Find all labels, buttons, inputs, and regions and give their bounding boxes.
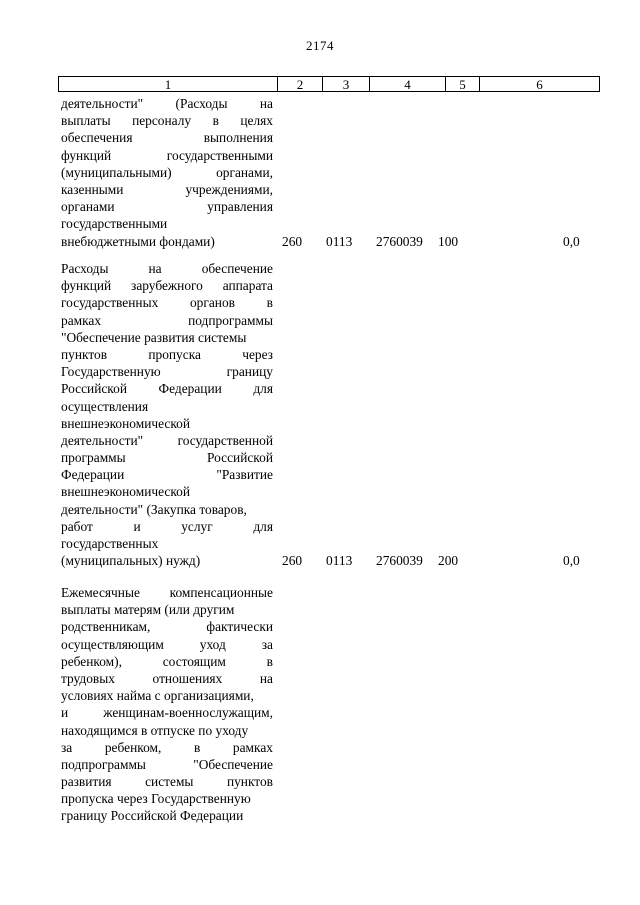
description-word: находящимся в отпуске по уходу — [61, 722, 249, 738]
description-word: учреждениями, — [185, 181, 273, 197]
description-line — [61, 233, 273, 250]
description-word: на — [259, 670, 273, 686]
description-word: компенсационные — [169, 585, 273, 600]
header-col-6: 6 — [479, 77, 599, 91]
description-word: (муниципальными) — [61, 164, 172, 180]
description-word: подпрограммы — [188, 312, 273, 328]
description-line — [61, 466, 273, 483]
description-word: персоналу — [132, 113, 192, 129]
description-word: осуществляющим — [61, 636, 164, 652]
description-word: в — [212, 113, 219, 129]
description-word: системы — [145, 774, 194, 790]
description-word: Федерации — [158, 381, 222, 397]
description-word: функций — [61, 147, 112, 163]
description-line — [61, 346, 273, 363]
description-word: границу Российской Федерации — [61, 808, 244, 824]
description-word: услуг — [181, 518, 213, 534]
description-word: в — [193, 739, 201, 755]
description-line — [61, 756, 273, 773]
row-description — [61, 95, 273, 250]
description-word: пропуска через Государственную — [61, 791, 251, 807]
description-word: деятельности" — [61, 96, 144, 111]
description-word: пунктов — [61, 346, 108, 362]
description-word: Ежемесячные — [61, 585, 140, 600]
table-header-row — [58, 76, 600, 92]
description-word: подпрограммы — [61, 756, 146, 772]
description-word: рамках — [61, 312, 102, 328]
description-line — [61, 653, 273, 670]
description-line — [61, 129, 273, 146]
description-word: за — [61, 739, 73, 755]
description-line — [61, 518, 273, 535]
header-col-4: 4 — [369, 77, 445, 91]
description-word: Государственную — [61, 364, 161, 380]
description-word: органов — [189, 295, 235, 311]
description-line — [61, 618, 273, 635]
description-word: функций — [61, 278, 112, 294]
cell-col2: 260 — [282, 553, 303, 569]
table-row — [61, 584, 273, 825]
description-word: "Обеспечение развития системы — [61, 329, 247, 345]
description-line — [61, 601, 273, 618]
description-word: государственных — [61, 295, 159, 311]
cell-col2: 260 — [282, 233, 303, 249]
description-line — [61, 535, 273, 552]
description-line — [61, 112, 273, 129]
description-line — [61, 432, 273, 449]
header-col-2: 2 — [277, 77, 322, 91]
description-line — [61, 773, 273, 790]
description-line — [61, 501, 273, 518]
description-word: (муниципальных) нужд) — [61, 553, 201, 569]
description-word: зарубежного — [131, 278, 203, 294]
cell-col4: 2760039 — [376, 553, 423, 569]
header-col-1: 1 — [164, 77, 172, 92]
description-word: ребенком), — [61, 653, 122, 669]
description-word: на — [259, 96, 273, 111]
description-line — [61, 215, 273, 232]
description-line — [61, 670, 273, 687]
description-word: аппарата — [222, 278, 273, 294]
description-line — [61, 198, 273, 215]
description-word: ребенком, — [104, 739, 162, 755]
description-line — [61, 181, 273, 198]
description-word: пропуска — [148, 346, 201, 362]
description-line — [61, 312, 273, 329]
description-word: пунктов — [226, 774, 273, 790]
description-word: государственной — [177, 432, 273, 448]
description-word: отношениях — [152, 670, 223, 686]
cell-col5: 200 — [438, 553, 459, 569]
description-word: на — [148, 261, 162, 276]
description-line — [61, 636, 273, 653]
description-line — [61, 722, 273, 739]
description-word: и — [61, 705, 69, 721]
row-description — [61, 584, 273, 825]
table-row — [61, 260, 580, 569]
description-word: внешнеэкономической — [61, 484, 191, 500]
description-word: через — [242, 346, 273, 362]
description-line — [61, 95, 273, 112]
description-word: и — [133, 518, 141, 534]
description-line — [61, 277, 273, 294]
description-line — [61, 687, 273, 704]
description-line — [61, 415, 273, 432]
description-word: управления — [207, 199, 273, 215]
description-word: фактически — [206, 619, 273, 635]
description-line — [61, 398, 273, 415]
description-word: государственных — [61, 536, 159, 551]
description-word: Российской — [61, 381, 127, 397]
description-word: уход — [199, 636, 226, 652]
description-word: трудовых — [61, 670, 115, 686]
description-word: органами, — [216, 164, 273, 180]
description-word: государственными — [61, 216, 168, 232]
page-number: 2174 — [306, 38, 334, 53]
description-line — [61, 483, 273, 500]
description-word: за — [261, 636, 273, 652]
cell-col4: 2760039 — [376, 233, 423, 249]
description-line — [61, 294, 273, 311]
description-word: для — [253, 518, 273, 534]
description-line — [61, 380, 273, 397]
description-word: в — [266, 653, 273, 669]
description-word: состоящим — [162, 653, 226, 669]
description-word: казенными — [61, 181, 124, 197]
description-word: границу — [226, 364, 273, 380]
description-word: целях — [240, 113, 273, 129]
description-word: рамках — [232, 739, 273, 755]
description-word: выполнения — [203, 130, 273, 146]
description-line — [61, 147, 273, 164]
table-row — [61, 95, 580, 250]
description-word: обеспечение — [201, 261, 273, 276]
description-word: женщинам-военнослужащим, — [103, 705, 273, 721]
description-word: выплаты — [61, 113, 111, 129]
description-word: Федерации — [61, 467, 125, 483]
description-word: (Расходы — [175, 96, 228, 111]
row-description — [61, 260, 273, 569]
description-word: внебюджетными фондами) — [61, 233, 215, 249]
description-word: развития — [61, 774, 112, 790]
header-col-5: 5 — [445, 77, 479, 91]
cell-col6: 0,0 — [563, 233, 580, 249]
description-word: "Развитие — [216, 467, 273, 483]
description-word: Российской — [207, 450, 273, 466]
description-line — [61, 164, 273, 181]
description-word: выплаты матерям (или другим — [61, 602, 235, 618]
description-word: деятельности" (Закупка товаров, — [61, 501, 247, 517]
description-word: работ — [61, 518, 93, 534]
description-word: в — [266, 295, 273, 311]
description-line — [61, 552, 273, 569]
description-line — [61, 739, 273, 756]
cell-col6: 0,0 — [563, 553, 580, 569]
description-line — [61, 584, 273, 601]
cell-col3: 0113 — [326, 553, 353, 569]
description-line — [61, 807, 273, 824]
description-word: органами — [61, 199, 115, 215]
description-word: обеспечения — [61, 130, 133, 146]
description-word: внешнеэкономической — [61, 415, 191, 431]
cell-col5: 100 — [438, 233, 459, 249]
description-line — [61, 704, 273, 721]
description-line — [61, 363, 273, 380]
description-word: "Обеспечение — [193, 756, 273, 772]
description-line — [61, 790, 273, 807]
description-line — [61, 329, 273, 346]
description-word: родственникам, — [61, 619, 151, 635]
description-word: государственными — [166, 147, 273, 163]
header-col-3: 3 — [322, 77, 369, 91]
description-word: условиях найма с организациями, — [61, 688, 254, 704]
description-word: Расходы — [61, 261, 109, 276]
description-word: деятельности" — [61, 432, 144, 448]
description-line — [61, 260, 273, 277]
description-line — [61, 449, 273, 466]
description-word: осуществления — [61, 398, 149, 414]
cell-col3: 0113 — [326, 233, 353, 249]
description-word: программы — [61, 450, 126, 466]
description-word: для — [253, 381, 273, 397]
